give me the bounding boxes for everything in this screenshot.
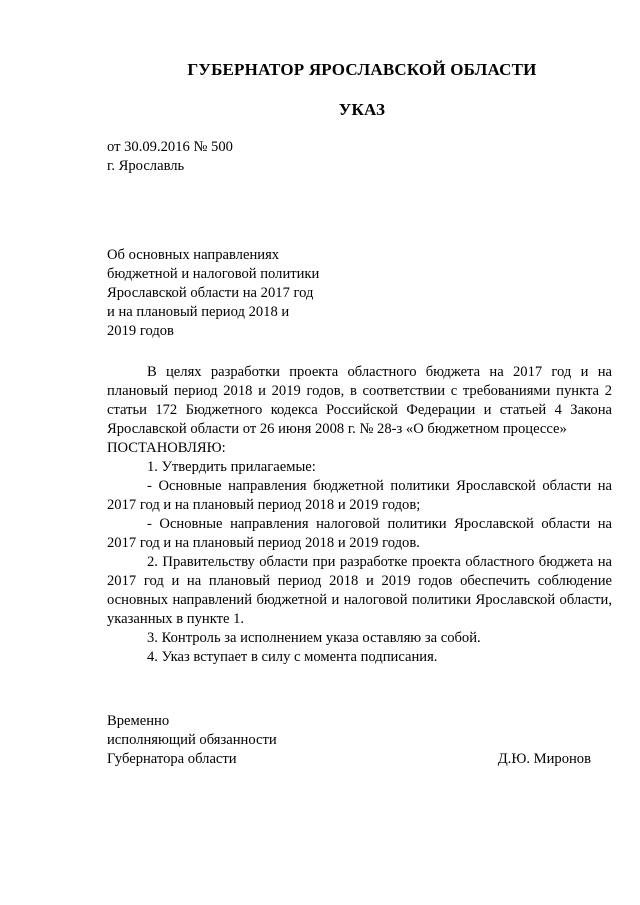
preamble-paragraph: В целях разработки проекта областного бюджета на 2017 год и на плановый период 2018 и 2019 годов, в соответствии с требованиями пункта 2 статьи 172 Бюджетного кодекса Российской Федерации и статьей 4 Закона Ярославской области от 26 июня 2008 г. № 28-з «О бюджетном процессе»: [107, 364, 612, 437]
subject-line: Ярославской области на 2017 год: [107, 285, 314, 301]
decree-word: ПОСТАНОВЛЯЮ:: [107, 440, 226, 456]
signatory-title-line: Губернатора области: [107, 751, 237, 767]
date-number: от 30.09.2016 № 500: [107, 139, 233, 155]
authority-heading: ГУБЕРНАТОР ЯРОСЛАВСКОЙ ОБЛАСТИ: [187, 60, 537, 79]
signatory-title-line: исполняющий обязанности: [107, 732, 277, 748]
subject-block: [107, 246, 319, 341]
signatory-row: [107, 750, 591, 769]
item-2: 2. Правительству области при разработке проекта областного бюджета на 2017 год и на плановый период 2018 и 2019 годов обеспечить соблюдение основных направлений бюджетной и налоговой политики Ярославской области, указанных в пункте 1.: [107, 554, 612, 627]
signatory-title-line: Временно: [107, 713, 170, 729]
item-1-tax-policy: - Основные направления налоговой политики Ярославской области на 2017 год и на плановый период 2018 и 2019 годов.: [107, 516, 612, 551]
item-1: 1. Утвердить прилагаемые:: [147, 459, 316, 475]
item-4: 4. Указ вступает в силу с момента подписания.: [147, 649, 438, 665]
place: г. Ярославль: [107, 158, 185, 174]
subject-line: и на плановый период 2018 и: [107, 304, 290, 320]
subject-line: Об основных направлениях: [107, 247, 280, 263]
item-3: 3. Контроль за исполнением указа оставляю за собой.: [147, 630, 481, 646]
signatory-name: Д.Ю. Миронов: [497, 751, 591, 767]
subject-line: бюджетной и налоговой политики: [107, 266, 320, 282]
document-type-heading: УКАЗ: [338, 100, 386, 119]
subject-line: 2019 годов: [107, 323, 174, 339]
signature-block: [107, 712, 591, 769]
decree-body: [107, 363, 612, 667]
item-1-budget-policy: - Основные направления бюджетной политики Ярославской области на 2017 год и на плановый период 2018 и 2019 годов;: [107, 478, 612, 513]
